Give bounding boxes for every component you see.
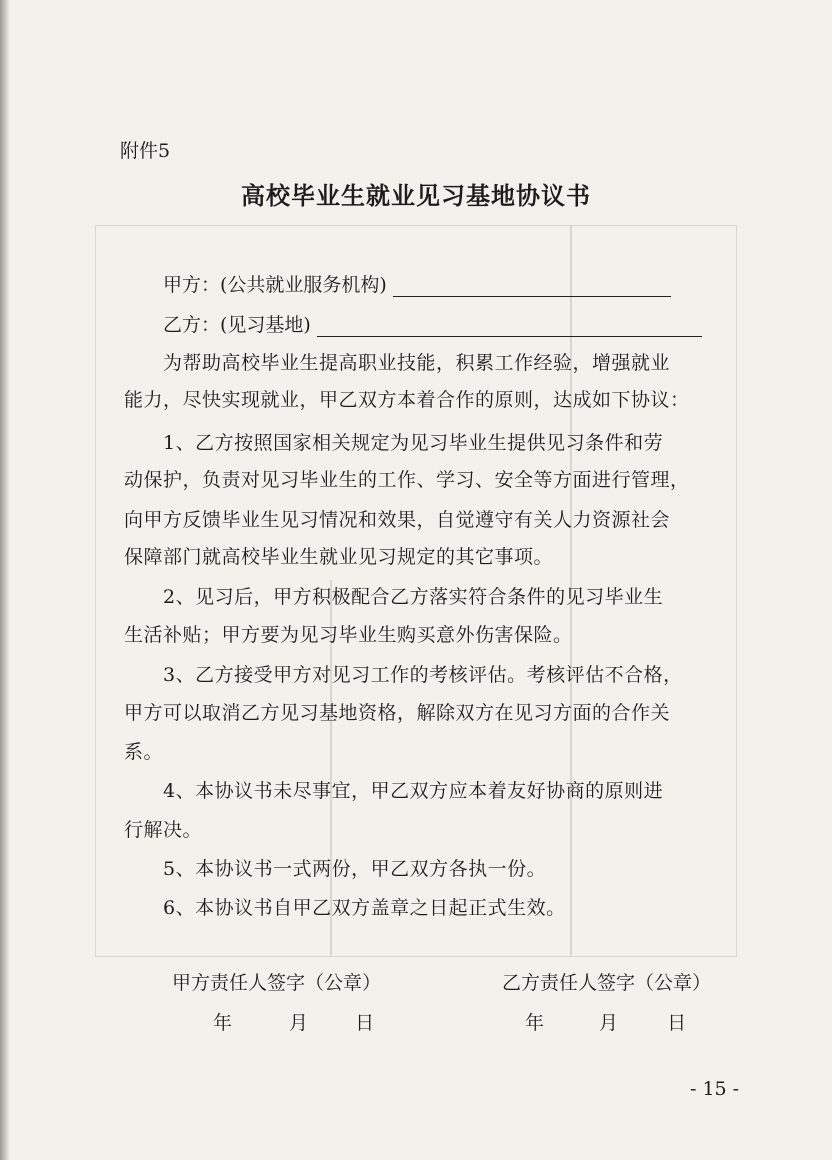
party-b-label: 乙方：(见习基地) — [163, 314, 311, 336]
document-title: 高校毕业生就业见习基地协议书 — [241, 181, 591, 210]
body-line: 1、乙方按照国家相关规定为见习毕业生提供见习条件和劳 — [163, 432, 664, 454]
body-line: 3、乙方接受甲方对见习工作的考核评估。考核评估不合格， — [163, 664, 683, 686]
body-line: 6、本协议书自甲乙双方盖章之日起正式生效。 — [163, 897, 566, 919]
party-a-blank — [393, 276, 671, 297]
page-number: - 15 - — [690, 1078, 740, 1100]
body-line: 2、见习后，甲方积极配合乙方落实符合条件的见习毕业生 — [163, 586, 664, 608]
body-line: 能力，尽快实现就业，甲乙双方本着合作的原则，达成如下协议： — [124, 389, 690, 411]
body-line: 动保护，负责对见习毕业生的工作、学习、安全等方面进行管理， — [124, 469, 690, 491]
party-b-date — [525, 1008, 686, 1035]
body-line: 4、本协议书未尽事宜，甲乙双方应本着友好协商的原则进 — [163, 780, 664, 802]
body-line: 向甲方反馈毕业生见习情况和效果，自觉遵守有关人力资源社会 — [124, 509, 671, 531]
party-b-signature-label: 乙方责任人签字（公章） — [502, 972, 712, 994]
party-b-blank — [317, 316, 702, 337]
body-line: 甲方可以取消乙方见习基地资格，解除双方在见习方面的合作关 — [124, 702, 671, 724]
body-line: 行解决。 — [124, 819, 203, 841]
party-a-label: 甲方：(公共就业服务机构) — [163, 274, 387, 296]
date-day: 日 — [667, 1012, 687, 1034]
body-line: 系。 — [124, 741, 164, 763]
date-year: 年 — [525, 1012, 545, 1034]
date-month: 月 — [289, 1012, 309, 1034]
date-day: 日 — [355, 1012, 375, 1034]
body-line: 保障部门就高校毕业生就业见习规定的其它事项。 — [124, 546, 554, 568]
body-line: 生活补贴；甲方要为见习毕业生购买意外伤害保险。 — [124, 624, 573, 646]
party-a-date — [213, 1008, 374, 1035]
date-month: 月 — [599, 1012, 619, 1034]
party-a-row — [163, 270, 671, 297]
date-year: 年 — [213, 1012, 233, 1034]
body-line: 为帮助高校毕业生提高职业技能，积累工作经验，增强就业 — [163, 352, 671, 374]
party-a-signature-label: 甲方责任人签字（公章） — [172, 972, 382, 994]
party-b-row — [163, 310, 702, 337]
attachment-label: 附件5 — [120, 140, 171, 162]
scan-edge-shadow — [0, 0, 10, 1160]
body-line: 5、本协议书一式两份，甲乙双方各执一份。 — [163, 858, 547, 880]
